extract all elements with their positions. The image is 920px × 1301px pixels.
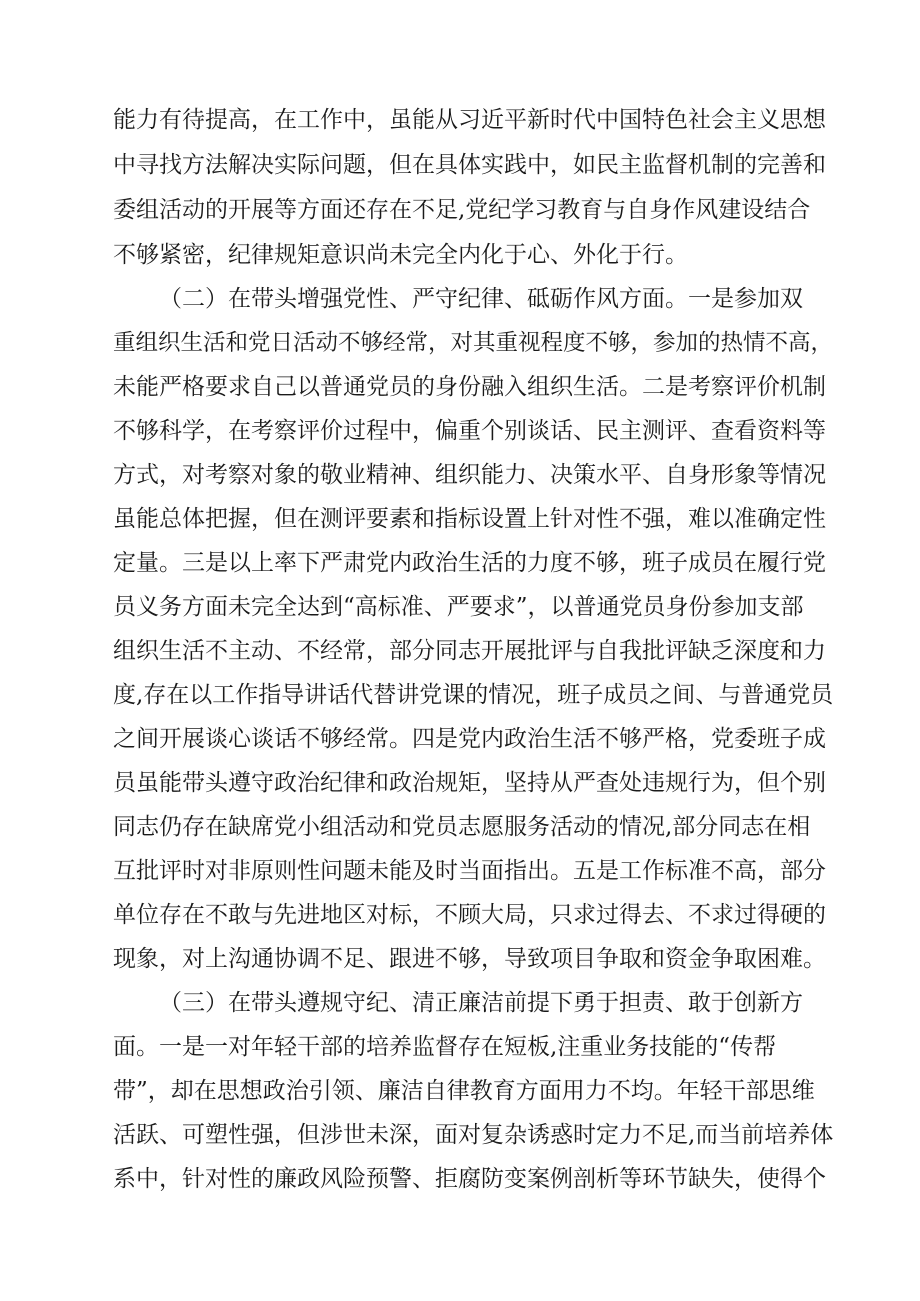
section-heading-3: （三）在带头遵规守纪、清正廉洁前提下勇于担责、敢于创新方 xyxy=(159,990,803,1016)
text-line: 同志仍存在缺席党小组活动和党员志愿服务活动的情况,部分同志在相 xyxy=(113,814,811,840)
text-line: 互批评时对非原则性问题未能及时当面指出。五是工作标准不高，部分 xyxy=(113,858,826,884)
text-line: 员义务方面未完全达到“高标准、严要求”，以普通党员身份参加支部 xyxy=(113,594,804,620)
text-line: 不够科学，在考察评价过程中，偏重个别谈话、民主测评、查看资料等 xyxy=(113,418,826,444)
text-line: 组织生活不主动、不经常，部分同志开展批评与自我批评缺乏深度和力 xyxy=(113,638,826,664)
text-line: 活跃、可塑性强，但涉世未深，面对复杂诱惑时定力不足,而当前培养体 xyxy=(113,1122,834,1148)
text-line: 面。一是一对年轻干部的培养监督存在短板,注重业务技能的“传帮 xyxy=(113,1034,777,1060)
text-line: 单位存在不敢与先进地区对标，不顾大局，只求过得去、不求过得硬的 xyxy=(113,902,826,928)
text-line: 现象，对上沟通协调不足、跟进不够，导致项目争取和资金争取困难。 xyxy=(113,946,826,972)
text-line: 能力有待提高，在工作中，虽能从习近平新时代中国特色社会主义思想 xyxy=(113,107,826,133)
text-line: 重组织生活和党日活动不够经常，对其重视程度不够，参加的热情不高， xyxy=(113,330,834,356)
text-line: 度,存在以工作指导讲话代替讲党课的情况，班子成员之间、与普通党员 xyxy=(113,682,834,708)
text-line: 之间开展谈心谈话不够经常。四是党内政治生活不够严格，党委班子成 xyxy=(113,726,826,752)
text-line: 未能严格要求自己以普通党员的身份融入组织生活。二是考察评价机制 xyxy=(113,374,826,400)
text-line: 中寻找方法解决实际问题，但在具体实践中，如民主监督机制的完善和 xyxy=(113,152,826,178)
section-heading-2: （二）在带头增强党性、严守纪律、砥砺作风方面。一是参加双 xyxy=(159,286,803,312)
text-line: 方式，对考察对象的敬业精神、组织能力、决策水平、自身形象等情况 xyxy=(113,462,826,488)
text-line: 带”，却在思想政治引领、廉洁自律教育方面用力不均。年轻干部思维 xyxy=(113,1078,815,1104)
text-line: 系中，针对性的廉政风险预警、拒腐防变案例剖析等环节缺失，使得个 xyxy=(113,1166,826,1192)
text-line: 定量。三是以上率下严肃党内政治生活的力度不够，班子成员在履行党 xyxy=(113,550,826,576)
text-line: 不够紧密，纪律规矩意识尚未完全内化于心、外化于行。 xyxy=(113,242,688,268)
text-line: 员虽能带头遵守政治纪律和政治规矩，坚持从严查处违规行为，但个别 xyxy=(113,770,826,796)
text-line: 委组活动的开展等方面还存在不足,党纪学习教育与自身作风建设结合 xyxy=(113,197,811,223)
text-line: 虽能总体把握，但在测评要素和指标设置上针对性不强，难以准确定性 xyxy=(113,506,826,532)
